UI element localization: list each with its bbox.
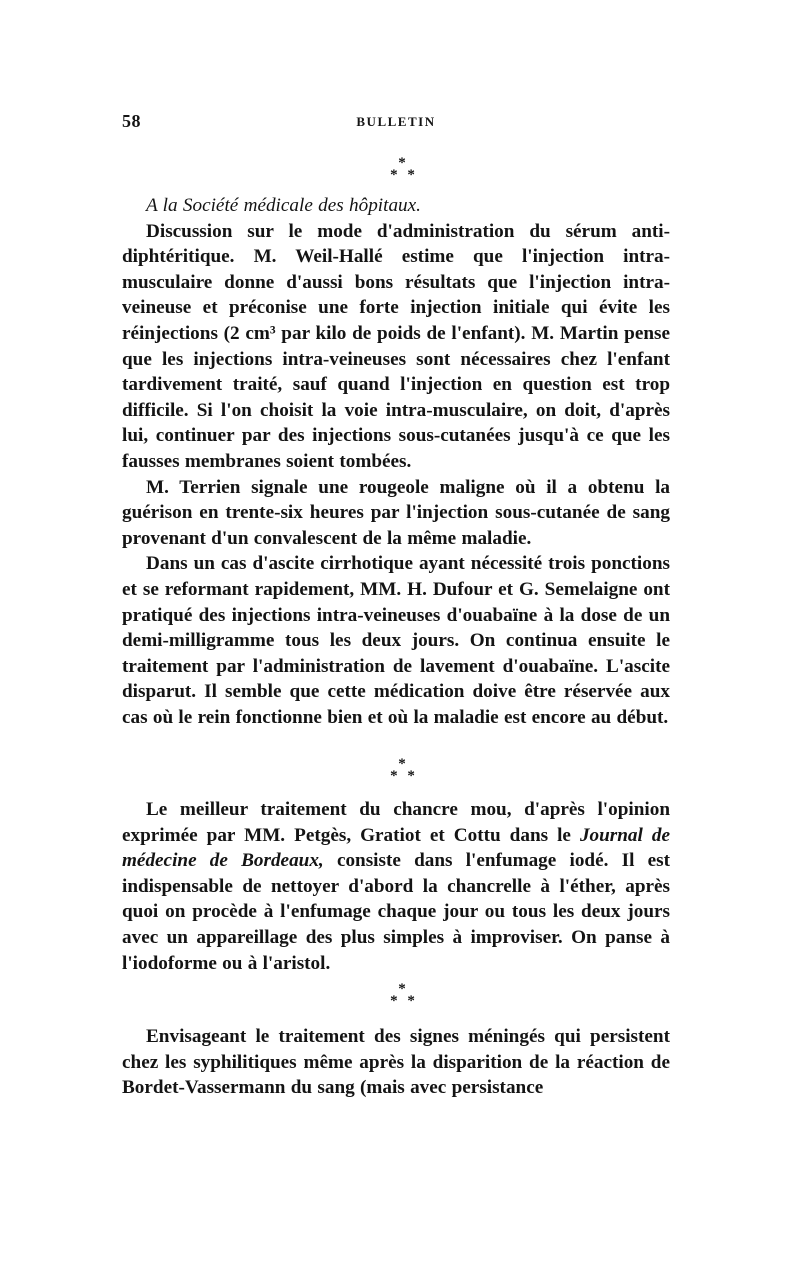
asterism-separator bbox=[0, 758, 800, 782]
asterism-separator bbox=[0, 983, 800, 1007]
paragraph-text: Le meilleur traitement du chancre mou, d'après l'opinion exprimée par MM. Petgès, Gratiot et Cottu dans le bbox=[122, 799, 670, 846]
section-chancre-mou bbox=[122, 797, 670, 976]
running-title: BULLETIN bbox=[356, 114, 436, 129]
section-societe-medicale bbox=[122, 193, 670, 730]
paragraph-text: consiste dans l'enfumage iodé. Il est indispensable de nettoyer d'abord la chancrelle à l'éther, après quoi on procède à l'enfumage chaque jour ou tous les deux jours avec un appareillage des plus simples à improviser. On panse à l'iodoforme ou à l'aristol. bbox=[122, 850, 670, 974]
page-header bbox=[122, 111, 670, 135]
asterism-bottom: * * bbox=[390, 167, 418, 183]
page-number: 58 bbox=[122, 111, 141, 131]
asterism-separator bbox=[0, 157, 800, 181]
paragraph: Envisageant le traitement des signes méningés qui persistent chez les syphilitiques même après la disparition de la réaction de Bordet-Vassermann du sang (mais avec persistance bbox=[122, 1026, 670, 1099]
paragraph bbox=[122, 797, 670, 976]
paragraph: M. Terrien signale une rougeole maligne où il a obtenu la guérison en trente-six heures par l'injection sous-cutanée de sang provenant d'un convalescent de la même maladie. bbox=[122, 476, 670, 549]
asterism-top: * bbox=[398, 155, 406, 171]
paragraph: Dans un cas d'ascite cirrhotique ayant nécessité trois ponctions et se reformant rapidement, MM. H. Dufour et G. Semelaigne ont pratiqué des injections intra-veineuses d'ouabaïne à la dose de un demi-milligramme tous les deux jours. On continua ensuite le traitement par l'administration de lavement d'ouabaïne. L'ascite disparut. Il semble que cette médication doive être réservée aux cas où le rein fonctionne bien et où la maladie est encore au début. bbox=[122, 553, 670, 728]
asterism-top: * bbox=[398, 981, 406, 997]
section-syphilis bbox=[122, 1024, 670, 1101]
section-heading: A la Société médicale des hôpitaux. bbox=[146, 195, 421, 216]
journal-title: Journal de médecine de Bordeaux, bbox=[122, 824, 670, 872]
asterism-bottom: * * bbox=[390, 993, 418, 1009]
paragraph: Discussion sur le mode d'administration du sérum anti-diphtéritique. M. Weil-Hallé estime que l'injection intra-musculaire donne d'aussi bons résultats que l'injection intra-veineuse et préconise une forte injection initiale qui évite les réinjections (2 cm³ par kilo de poids de l'enfant). M. Martin pense que les injections intra-veineuses sont nécessaires chez l'enfant tardivement traité, sauf quand l'injection en question est trop difficile. Si l'on choisit la voie intra-musculaire, on doit, d'après lui, continuer par des injections sous-cutanées jusqu'à ce que les fausses membranes soient tombées. bbox=[122, 220, 670, 472]
asterism-top: * bbox=[398, 756, 406, 772]
asterism-bottom: * * bbox=[390, 768, 418, 784]
